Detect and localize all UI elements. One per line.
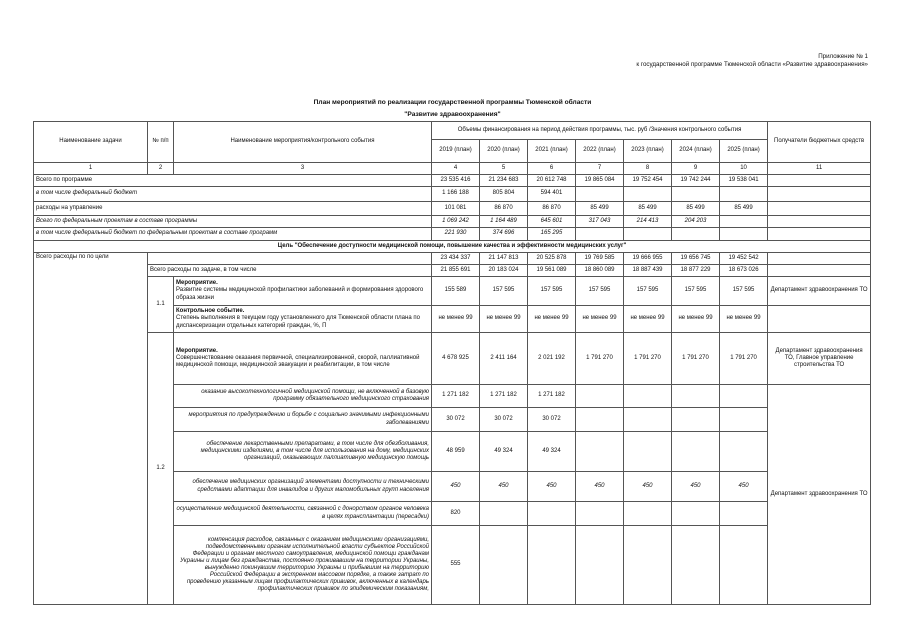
summary-label: Всего по федеральным проектам в составе программы [34,216,432,228]
summary-value: 1 164 489 [480,216,528,228]
item-number: 1.1 [148,277,174,333]
summary-value: 165 295 [528,228,576,241]
summary-value: 86 870 [528,202,576,216]
sub-row-value: 450 [624,472,672,502]
task-total-label: Всего расходы по задаче, в том числе [148,265,432,277]
control-value: не менее 99 [528,306,576,333]
summary-value: 85 499 [576,202,624,216]
goal-total-label: Всего расходы по по цели [34,253,148,605]
event-value: 1 791 270 [624,333,672,385]
summary-value: 19 742 244 [672,175,720,187]
column-number: 6 [528,163,576,175]
sub-row-value [576,526,624,605]
summary-value: 85 499 [624,202,672,216]
summary-value: 204 203 [672,216,720,228]
task-total-value: 19 561 089 [528,265,576,277]
summary-recipient [768,202,871,216]
sub-row-value: 1 271 182 [432,385,480,408]
goal-total-value: 23 434 337 [432,253,480,265]
header-year: 2019 (план) [432,140,480,163]
sub-row-value [528,526,576,605]
sub-row-value [672,385,720,408]
control-value: не менее 99 [576,306,624,333]
goal-total-value: 21 147 813 [480,253,528,265]
event-row-1-2 [34,333,871,385]
summary-value: 20 612 748 [528,175,576,187]
sub-row-value [720,432,768,472]
event-cell [174,333,432,385]
appendix-line-1: Приложение № 1 [818,53,868,60]
event-value: 1 791 270 [672,333,720,385]
control-value: не менее 99 [672,306,720,333]
column-number: 8 [624,163,672,175]
summary-value [576,187,624,202]
event-value: 157 595 [672,277,720,306]
header-year: 2023 (план) [624,140,672,163]
summary-value: 19 538 041 [720,175,768,187]
summary-value [672,187,720,202]
document-title: План мероприятий по реализации государственной программы Тюменской области [313,99,592,106]
control-value: не менее 99 [432,306,480,333]
summary-value: 85 499 [720,202,768,216]
control-heading: Контрольное событие. [176,308,245,315]
event-row-1-1 [34,277,871,306]
summary-recipient [768,216,871,228]
summary-value: 221 930 [432,228,480,241]
event-text: Совершенствование оказания первичной, специализированной, скорой, паллиативной медицинской помощи, медицинской эвакуации и реабилитации, в том числе [176,354,420,369]
event-value: 157 595 [576,277,624,306]
sub-row-value [672,432,720,472]
control-value: не менее 99 [480,306,528,333]
summary-value: 19 865 084 [576,175,624,187]
summary-value: 214 413 [624,216,672,228]
goal-total-value: 19 769 585 [576,253,624,265]
column-number: 11 [768,163,871,175]
goal-total-recipient [768,253,871,265]
appendix-line-2: к государственной программе Тюменской области «Развитие здравоохранения» [636,61,868,68]
sub-row-value [528,502,576,526]
goal-total-value: 19 452 542 [720,253,768,265]
summary-value: 1 166 188 [432,187,480,202]
summary-recipient [768,228,871,241]
header-num: № п/п [148,122,174,163]
control-text: Степень выполнения в текущем году установленного для Тюменской области плана по диспансеризации отдельных категорий граждан, %, П [176,315,420,329]
header-recipients: Получатели бюджетных средств [768,122,871,163]
sub-row-value [576,408,624,432]
sub-row-value: 1 271 182 [480,385,528,408]
header-year: 2021 (план) [528,140,576,163]
sub-row-value [480,502,528,526]
sub-row-value: 49 324 [528,432,576,472]
task-total-recipient [768,265,871,277]
sub-row-text: мероприятия по предупреждению и борьбе с социально значимыми инфекционными заболеваниями [174,408,432,432]
sub-row-value: 450 [480,472,528,502]
sub-row-text: обеспечение медицинских организаций элементами доступности и техническими средствами адаптации для инвалидов и других маломобильных групп населения [174,472,432,502]
sub-row-value [720,502,768,526]
summary-row [34,187,871,202]
event-recipient: Департамент здравоохранения ТО [768,277,871,306]
summary-label: Всего по программе [34,175,432,187]
event-recipient: Департамент здравоохранения ТО, Главное управление строительства ТО [768,333,871,385]
summary-value: 21 234 683 [480,175,528,187]
sub-row-text: осуществление медицинской деятельности, связанной с донорством органов человека в целях трансплантации (пересадки) [174,502,432,526]
summary-value: 86 870 [480,202,528,216]
sub-row-value [720,408,768,432]
summary-value: 101 081 [432,202,480,216]
sub-row-value [672,502,720,526]
event-value: 4 678 925 [432,333,480,385]
column-number: 3 [174,163,432,175]
sub-row-text: компенсация расходов, связанных с оказанием медицинскими организациями, подведомственными органам исполнительной власти субъектов Российской Федерации и органам местного самоуправления, медицинской помощи гражданам Украины и лицам без гражданства, постоянно проживавшим на территории Украины, вынужденно покинувшим территорию Украины и прибывшим на территорию Российской Федерации в экстренном массовом порядке, а также затрат по проведению указанным лицам профилактических прививок, включенных в календарь профилактических прививок по эпидемическим показаниям, [174,526,432,605]
sub-row-text: обеспечение лекарственными препаратами, в том числе для обезболивания, медицинскими изделиями, в том числе для использования на дому, медицинских организаций, оказывающих паллиативную медицинскую помощь [174,432,432,472]
summary-label: в том числе федеральный бюджет по федеральным проектам в составе программ [34,228,432,241]
control-cell [174,306,432,333]
goal-total-spacer [148,253,432,265]
header-year: 2025 (план) [720,140,768,163]
event-value: 157 595 [480,277,528,306]
summary-value: 19 752 454 [624,175,672,187]
sub-rows-recipient: Департамент здравоохранения ТО [768,385,871,605]
summary-label: расходы на управление [34,202,432,216]
summary-value: 23 535 416 [432,175,480,187]
task-total-value: 18 673 026 [720,265,768,277]
task-total-value: 18 887 439 [624,265,672,277]
summary-row [34,216,871,228]
header-year: 2020 (план) [480,140,528,163]
summary-value [720,216,768,228]
event-value: 2 021 192 [528,333,576,385]
event-value: 157 595 [528,277,576,306]
header-task-name: Наименование задачи [34,122,148,163]
sub-row-value [720,385,768,408]
summary-value [576,228,624,241]
sub-row-value [624,385,672,408]
sub-row-value [624,502,672,526]
header-event-name: Наименование мероприятия/контрольного события [174,122,432,163]
sub-row-value: 48 959 [432,432,480,472]
sub-row-value [624,408,672,432]
sub-row-value: 450 [672,472,720,502]
sub-row-value [624,526,672,605]
summary-value: 594 401 [528,187,576,202]
column-number: 4 [432,163,480,175]
summary-value [720,228,768,241]
sub-row-value: 30 072 [432,408,480,432]
event-heading: Мероприятие. [176,347,218,354]
column-numbers-row [34,163,871,175]
appendix-caption [636,53,868,69]
header-year: 2024 (план) [672,140,720,163]
control-value: не менее 99 [624,306,672,333]
summary-value: 805 804 [480,187,528,202]
goal-total-value: 20 525 878 [528,253,576,265]
sub-row-value: 49 324 [480,432,528,472]
sub-row-text: оказание высокотехнологичной медицинской помощи, не включенной в базовую программу обязательного медицинского страхования [174,385,432,408]
summary-value: 85 499 [672,202,720,216]
event-cell [174,277,432,306]
goal-title: Цель "Обеспечение доступности медицинской помощи, повышение качества и эффективности медицинских услуг" [34,241,871,253]
sub-row-value: 450 [576,472,624,502]
document-subtitle: "Развитие здравоохранения" [404,111,501,118]
event-text: Развитие системы медицинской профилактики заболеваний и формирования здорового образа жизни [176,287,424,301]
summary-value [624,187,672,202]
sub-row-value: 30 072 [528,408,576,432]
plan-table [33,121,871,605]
control-recipient [768,306,871,333]
summary-recipient [768,175,871,187]
sub-row-value [576,432,624,472]
summary-row [34,175,871,187]
event-value: 157 595 [624,277,672,306]
goal-total-value: 19 656 745 [672,253,720,265]
goal-total-row [34,253,871,265]
sub-row-value [720,526,768,605]
sub-row-value: 30 072 [480,408,528,432]
summary-row [34,202,871,216]
summary-value [672,228,720,241]
event-heading: Мероприятие. [176,280,218,287]
event-value: 1 791 270 [720,333,768,385]
sub-row-value: 450 [528,472,576,502]
task-total-value: 21 855 691 [432,265,480,277]
column-number: 1 [34,163,148,175]
header-year: 2022 (план) [576,140,624,163]
summary-label: в том числе федеральный бюджет [34,187,432,202]
sub-row-value [672,526,720,605]
summary-value [720,187,768,202]
goal-row [34,241,871,253]
column-number: 5 [480,163,528,175]
column-number: 10 [720,163,768,175]
event-value: 2 411 164 [480,333,528,385]
sub-row-value: 555 [432,526,480,605]
column-number: 2 [148,163,174,175]
sub-row-value [624,432,672,472]
sub-row-value: 820 [432,502,480,526]
task-total-value: 18 877 229 [672,265,720,277]
summary-value: 374 696 [480,228,528,241]
event-value: 155 589 [432,277,480,306]
summary-row [34,228,871,241]
event-value: 157 595 [720,277,768,306]
sub-row-value [480,526,528,605]
control-value: не менее 99 [720,306,768,333]
task-total-value: 18 860 089 [576,265,624,277]
event-value: 1 791 270 [576,333,624,385]
header-row [34,122,871,140]
task-total-value: 20 183 024 [480,265,528,277]
sub-row-value: 450 [720,472,768,502]
column-number: 9 [672,163,720,175]
summary-recipient [768,187,871,202]
sub-row-value: 1 271 182 [528,385,576,408]
summary-value: 317 043 [576,216,624,228]
goal-total-value: 19 666 955 [624,253,672,265]
sub-row-value: 450 [432,472,480,502]
column-number: 7 [576,163,624,175]
summary-value [624,228,672,241]
summary-value: 645 601 [528,216,576,228]
sub-row-value [576,385,624,408]
summary-value: 1 069 242 [432,216,480,228]
task-total-row [34,265,871,277]
item-number: 1.2 [148,333,174,605]
sub-row-value [576,502,624,526]
header-funding: Объемы финансирования на период действия программы, тыс. руб /Значения контрольного события [432,122,768,140]
sub-row-value [672,408,720,432]
